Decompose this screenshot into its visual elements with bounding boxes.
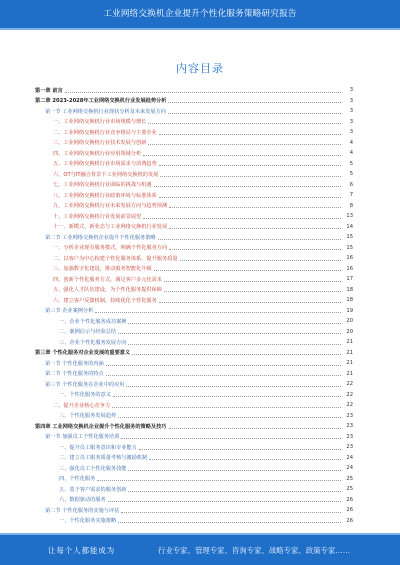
footer-tagline: 行业专家、管理专家、咨询专家、战略专家、政策专家…… <box>158 545 351 555</box>
toc-entry[interactable] <box>35 327 353 338</box>
toc-leader-dots <box>128 323 341 324</box>
toc-page-number: 23 <box>346 433 353 440</box>
toc-page-number: 26 <box>346 517 353 524</box>
toc-entry-label: 六、OT与IT融合背景下工业网络交换机的发展 <box>53 171 159 178</box>
toc-page-number: 3 <box>349 87 353 94</box>
toc-entry[interactable] <box>35 505 353 516</box>
toc-entry-label: 六、建立客户反馈机制，持续优化个性化服务 <box>53 297 157 304</box>
toc-page-number: 22 <box>346 381 353 388</box>
toc-entry[interactable] <box>35 106 353 117</box>
toc-page-number: 3 <box>349 108 353 115</box>
toc-page-number: 5 <box>349 160 353 167</box>
toc-entry[interactable] <box>35 169 353 180</box>
toc-entry-label: 五、工业网络交换机行业市场需求与消费趋势 <box>53 161 157 168</box>
toc-entry[interactable] <box>35 484 353 495</box>
toc-page-number: 16 <box>346 265 353 272</box>
toc-entry[interactable] <box>35 337 353 348</box>
toc-entry[interactable] <box>35 348 353 359</box>
toc-entry[interactable] <box>35 159 353 170</box>
toc-page-number: 18 <box>346 286 353 293</box>
toc-entry-label: 三、加强数字化建设，推动服务智能化升级 <box>53 266 152 273</box>
toc-page-number: 5 <box>349 171 353 178</box>
toc-leader-dots <box>106 375 341 376</box>
toc-leader-dots <box>121 512 341 513</box>
toc-entry[interactable] <box>35 432 353 443</box>
toc-page-number: 4 <box>349 139 353 146</box>
toc-leader-dots <box>169 228 341 229</box>
toc-entry[interactable] <box>35 390 353 401</box>
toc-entry-label: 五、基于客户需求的服务创新 <box>59 486 127 493</box>
toc-entry[interactable] <box>35 369 353 380</box>
toc-leader-dots <box>128 344 341 345</box>
toc-page-number: 3 <box>349 129 353 136</box>
toc-entry-label: 一、个性化服务实施策略 <box>59 518 117 525</box>
toc-entry-label: 第三章 个性化服务对企业发展的重要意义 <box>35 350 131 357</box>
toc-entry[interactable] <box>35 358 353 369</box>
toc-page-number: 19 <box>346 307 353 314</box>
toc-leader-dots <box>108 501 341 502</box>
toc-leader-dots <box>126 386 341 387</box>
toc-leader-dots <box>118 333 341 334</box>
toc-leader-dots <box>112 407 341 408</box>
toc-leader-dots <box>148 144 341 145</box>
toc-entry[interactable] <box>35 264 353 275</box>
toc-entry-label: 四、工业网络交换机行业应用领域分析 <box>53 150 142 157</box>
toc-entry[interactable] <box>35 211 353 222</box>
toc-entry-label: 七、工业网络交换机行业面临的挑战与机遇 <box>53 182 152 189</box>
toc-entry[interactable] <box>35 222 353 233</box>
toc-entry-label: 一、工业网络交换机行业市场规模与增长 <box>53 119 147 126</box>
toc-entry-label: 第一节 个性化服务的内涵 <box>45 360 104 367</box>
toc-entry[interactable] <box>35 306 353 317</box>
toc-entry[interactable] <box>35 243 353 254</box>
toc-entry-label: 三、强化员工个性化服务技能 <box>59 465 127 472</box>
toc-leader-dots <box>106 365 341 366</box>
toc-page-number: 20 <box>346 328 353 335</box>
toc-leader-dots <box>154 270 341 271</box>
toc-page-number: 21 <box>346 370 353 377</box>
toc-leader-dots <box>164 281 341 282</box>
toc-entry[interactable] <box>35 411 353 422</box>
toc-entry-label: 第二节 个性化服务的特点 <box>45 371 104 378</box>
toc-leader-dots <box>164 291 341 292</box>
toc-leader-dots <box>159 134 341 135</box>
toc-entry[interactable] <box>35 453 353 464</box>
toc-page-number: 8 <box>349 202 353 209</box>
toc-leader-dots <box>158 239 341 240</box>
toc-entry-label: 四、个性化服务 <box>59 476 96 483</box>
toc-entry[interactable] <box>35 190 353 201</box>
toc-page-number: 7 <box>349 192 353 199</box>
toc-page-number: 24 <box>346 465 353 472</box>
toc-entry-label: 第二节 个性化服务的实施与评估 <box>45 507 120 514</box>
toc-leader-dots <box>95 312 341 313</box>
toc-entry[interactable] <box>35 253 353 264</box>
toc-page-number: 13 <box>346 213 353 220</box>
toc-page-number: 23 <box>346 444 353 451</box>
toc-leader-dots <box>159 302 341 303</box>
toc-entry-label: 十一、新模式、新业态与工业网络交换机行业发展 <box>53 224 168 231</box>
toc-entry[interactable] <box>35 148 353 159</box>
toc-leader-dots <box>149 459 341 460</box>
toc-entry-label: 二、以客户为中心构建个性化服务体系，提升服务质量 <box>53 255 178 262</box>
toc-page-number: 22 <box>346 402 353 409</box>
toc-entry[interactable] <box>35 201 353 212</box>
toc-entry-label: 五、强化人才队伍建设，为个性化服务提供保障 <box>53 287 162 294</box>
toc-leader-dots <box>169 207 341 208</box>
toc-entry-label: 一、提升员工服务意识和专业能力 <box>59 444 137 451</box>
toc-entry[interactable] <box>35 127 353 138</box>
table-of-contents <box>35 85 353 526</box>
toc-entry[interactable] <box>35 316 353 327</box>
toc-leader-dots <box>168 113 341 114</box>
toc-leader-dots <box>143 218 341 219</box>
toc-page-number: 20 <box>346 318 353 325</box>
toc-leader-dots <box>121 438 341 439</box>
toc-entry[interactable] <box>35 274 353 285</box>
toc-leader-dots <box>160 176 341 177</box>
toc-entry-label: 三、企业个性化服务发展方向 <box>59 339 127 346</box>
toc-page-number: 15 <box>346 244 353 251</box>
toc-page-number: 23 <box>346 423 353 430</box>
toc-entry[interactable] <box>35 285 353 296</box>
toc-entry-label: 第三节 个性化服务在企业中的应用 <box>45 381 125 388</box>
toc-page-number: 25 <box>346 486 353 493</box>
toc-leader-dots <box>154 186 341 187</box>
toc-entry-label: 第一节 加强员工个性化服务培训 <box>45 434 120 441</box>
toc-entry-label: 一、个性化服务的意义 <box>59 392 111 399</box>
toc-entry[interactable] <box>35 474 353 485</box>
toc-leader-dots <box>65 92 341 93</box>
toc-page-number: 3 <box>349 97 353 104</box>
toc-page-number: 17 <box>346 276 353 283</box>
toc-page-number: 26 <box>346 496 353 503</box>
toc-entry-label: 六、数据驱动的服务 <box>59 497 106 504</box>
footer-brand: 让每个人都能成为 <box>48 545 116 555</box>
toc-entry-label: 十、工业网络交换机行业发展前景展望 <box>53 213 142 220</box>
toc-entry[interactable] <box>35 117 353 128</box>
toc-page-number: 3 <box>349 118 353 125</box>
toc-leader-dots <box>139 449 341 450</box>
toc-leader-dots <box>118 417 341 418</box>
toc-entry[interactable] <box>35 379 353 390</box>
report-title: 工业网络交换机企业提升个性化服务策略研究报告 <box>103 9 297 19</box>
toc-entry-label: 第一节 工业网络交换机行业现状分析及未来发展方向 <box>45 108 166 115</box>
toc-entry-label: 二、提升企业核心竞争力 <box>53 402 111 409</box>
toc-page-number: 26 <box>346 507 353 514</box>
toc-page-number: 24 <box>346 454 353 461</box>
toc-entry[interactable] <box>35 421 353 432</box>
toc-entry[interactable] <box>35 85 353 96</box>
toc-entry[interactable] <box>35 442 353 453</box>
toc-leader-dots <box>128 470 341 471</box>
toc-entry-label: 第二章 2023-2028年工业网络交换机行业发展趋势分析 <box>35 98 167 105</box>
toc-leader-dots <box>113 396 341 397</box>
report-footer <box>0 535 400 565</box>
toc-leader-dots <box>143 155 341 156</box>
toc-leader-dots <box>169 428 342 429</box>
toc-heading: 内容目录 <box>176 62 224 75</box>
toc-page-number: 22 <box>346 391 353 398</box>
toc-leader-dots <box>148 123 341 124</box>
toc-entry[interactable] <box>35 463 353 474</box>
toc-entry-label: 九、工业网络交换机行业未来发展方向与趋势预测 <box>53 203 168 210</box>
toc-leader-dots <box>118 522 341 523</box>
toc-leader-dots <box>132 354 341 355</box>
toc-entry[interactable] <box>35 138 353 149</box>
toc-entry[interactable] <box>35 400 353 411</box>
toc-page-number: 15 <box>346 234 353 241</box>
toc-entry[interactable] <box>35 96 353 107</box>
toc-leader-dots <box>97 480 341 481</box>
toc-entry[interactable] <box>35 495 353 506</box>
toc-page-number: 14 <box>346 223 353 230</box>
toc-entry-label: 四、创新个性化服务方式，满足客户多元化需求 <box>53 276 162 283</box>
toc-leader-dots <box>169 249 341 250</box>
toc-entry-label: 第二节 工业网络交换机企业提升个性化服务策略 <box>45 234 156 241</box>
toc-leader-dots <box>128 491 341 492</box>
toc-leader-dots <box>168 102 341 103</box>
toc-page-number: 18 <box>346 297 353 304</box>
toc-entry[interactable] <box>35 232 353 243</box>
toc-entry-label: 二、工业网络交换机行业竞争格局与主要企业 <box>53 129 157 136</box>
toc-page-number: 4 <box>349 150 353 157</box>
report-header <box>0 0 400 28</box>
toc-leader-dots <box>159 165 341 166</box>
toc-page-number: 21 <box>346 360 353 367</box>
toc-leader-dots <box>180 260 341 261</box>
toc-leader-dots <box>159 197 341 198</box>
toc-entry[interactable] <box>35 180 353 191</box>
toc-entry[interactable] <box>35 295 353 306</box>
toc-entry-label: 二、建立员工服务质量考核与激励机制 <box>59 455 148 462</box>
toc-entry-label: 八、工业网络交换机行业政策环境与标准体系 <box>53 192 157 199</box>
toc-entry-label: 二、案例启示与经验总结 <box>59 329 117 336</box>
toc-page-number: 16 <box>346 255 353 262</box>
toc-entry-label: 三、个性化服务发展趋势 <box>59 413 117 420</box>
toc-page-number: 25 <box>346 475 353 482</box>
toc-entry-label: 第三节 企业案例分析 <box>45 308 94 315</box>
toc-entry-label: 一、企业个性化服务成功案例 <box>59 318 127 325</box>
toc-page-number: 21 <box>346 339 353 346</box>
toc-page-number: 21 <box>346 349 353 356</box>
toc-page-number: 6 <box>349 181 353 188</box>
toc-page-number: 23 <box>346 412 353 419</box>
header-divider <box>0 28 400 30</box>
toc-entry[interactable] <box>35 516 353 527</box>
toc-entry-label: 一、分析企业现有服务模式，明确个性化服务方向 <box>53 245 168 252</box>
toc-entry-label: 三、工业网络交换机行业技术发展与创新 <box>53 140 147 147</box>
toc-entry-label: 第四章 工业网络交换机企业提升个性化服务的策略及技巧 <box>35 423 167 430</box>
toc-entry-label: 第一章 前言 <box>35 87 63 94</box>
